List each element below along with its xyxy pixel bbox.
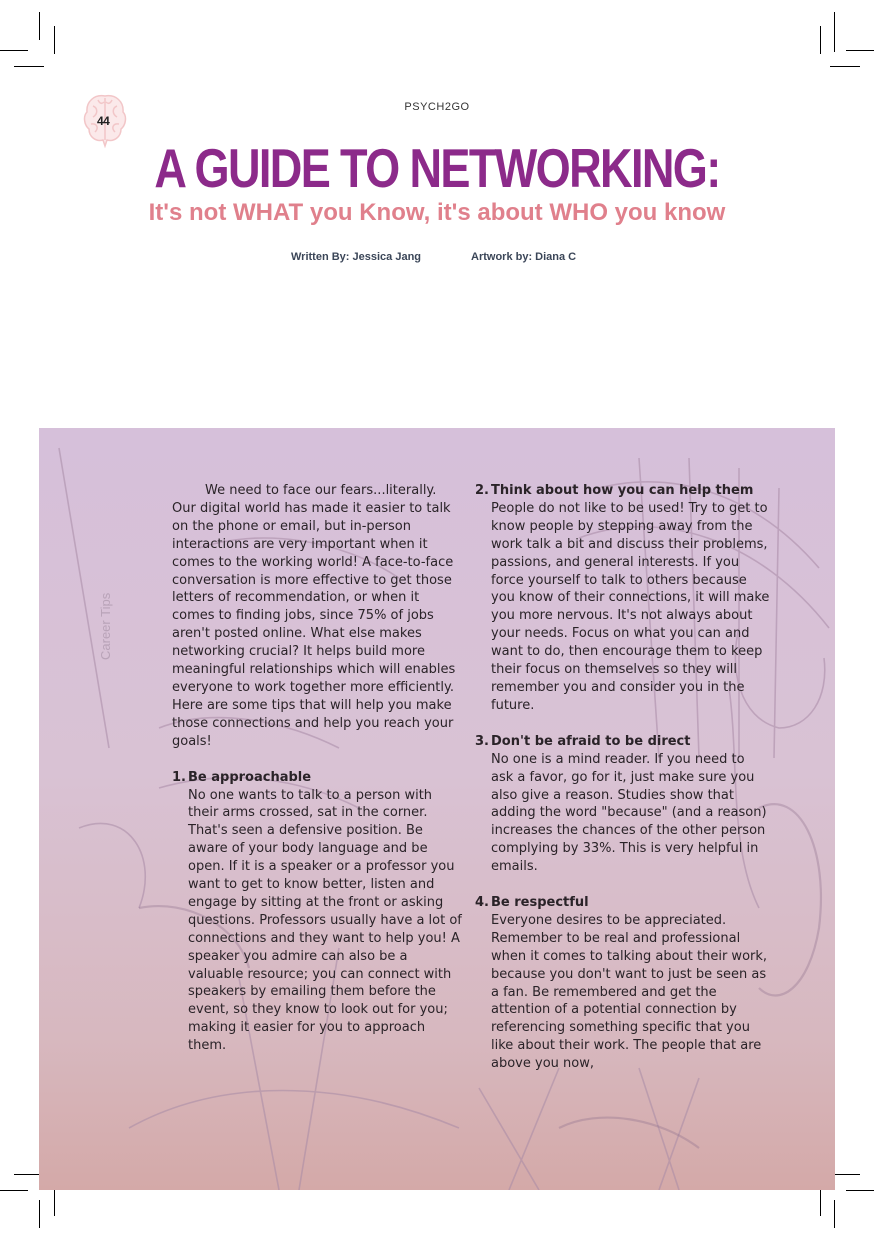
tip-1 xyxy=(172,769,462,1056)
tip-heading xyxy=(475,733,770,751)
crop-mark xyxy=(39,1200,40,1228)
author-credit: Written By: Jessica Jang xyxy=(291,251,422,263)
tip-body: Everyone desires to be appreciated. Remember to be real and professional when it comes to talking about their work, because you don't want to just be seen as a fan. Be remembered and get the attention of a potential connection by referencing something specific that you like about their work. The people that are above you now, xyxy=(491,912,768,1072)
page-subtitle: It's not WHAT you Know, it's about WHO you know xyxy=(148,199,726,226)
tip-heading-text: Be approachable xyxy=(188,769,312,785)
page-number: 44 xyxy=(97,114,110,128)
tip-heading-text: Don't be afraid to be direct xyxy=(491,733,691,749)
crop-mark xyxy=(0,50,28,51)
tip-3 xyxy=(475,733,770,876)
crop-mark xyxy=(834,12,835,52)
crop-mark xyxy=(846,1190,874,1191)
tip-heading xyxy=(475,482,770,500)
tip-number: 3. xyxy=(475,733,489,749)
crop-mark xyxy=(39,12,40,40)
crop-mark xyxy=(54,1188,55,1216)
section-label: Career Tips xyxy=(98,592,113,660)
tip-body: People do not like to be used! Try to get to know people by stepping away from the work talk a bit and discuss their problems, passions, and general interests. If you force yourself to talk to others because you know of their connections, it will make you more nervous. It's not always about your needs. Focus on what you can and want to do, then encourage them to keep their focus on themselves so they will remember you and consider you in the future. xyxy=(491,500,770,713)
tip-heading xyxy=(475,894,770,912)
tip-2 xyxy=(475,482,770,715)
article-column-right xyxy=(475,482,770,1073)
crop-mark xyxy=(820,26,821,54)
crop-mark xyxy=(830,66,860,67)
tip-number: 1. xyxy=(172,769,186,785)
tip-heading xyxy=(172,769,462,787)
crop-mark xyxy=(846,50,874,51)
tip-heading-text: Be respectful xyxy=(491,895,589,911)
publication-name: PSYCH2GO xyxy=(404,101,470,113)
intro-paragraph: We need to face our fears...literally. Our digital world has made it easier to talk on the phone or email, but in-person interactions are very important when it comes to the working world! A face-to-face conversation is more effective to get those letters of recommendation, or when it comes to finding jobs, since 75% of jobs aren't posted online. What else makes networking crucial? It helps build more meaningful relationships which will enables everyone to work together more efficiently. Here are some tips that will help you make those connections and help you reach your goals! xyxy=(172,483,456,749)
article-column-left xyxy=(172,482,462,1055)
tip-number: 2. xyxy=(475,483,489,498)
tip-4 xyxy=(475,894,770,1073)
tip-number: 4. xyxy=(475,895,489,911)
crop-mark xyxy=(0,1190,28,1191)
tip-body: No one is a mind reader. If you need to ask a favor, go for it, just make sure you also give a reason. Studies show that adding the word "because" (and a reason) increases the chances of the other person complying by 33%. This is very helpful in emails. xyxy=(491,751,767,875)
crop-mark xyxy=(820,1188,821,1216)
artwork-credit: Artwork by: Diana C xyxy=(471,251,577,263)
crop-mark xyxy=(834,1200,835,1228)
page-title: A GUIDE TO NETWORKING: xyxy=(154,137,720,199)
crop-mark xyxy=(54,26,55,54)
tip-body: No one wants to talk to a person with their arms crossed, sat in the corner. That's seen a defensive position. Be aware of your body language and be open. If it is a speaker or a professor you want to get to know better, listen and engage by sitting at the front or asking questions. Professors usually have a lot of connections and they want to help you! A speaker you admire can also be a valuable resource; you can connect with speakers by emailing them before the event, so they know to look out for you; making it easier for you to approach them. xyxy=(188,787,462,1054)
crop-mark xyxy=(14,66,44,67)
tip-heading-text: Think about how you can help them xyxy=(491,483,754,498)
